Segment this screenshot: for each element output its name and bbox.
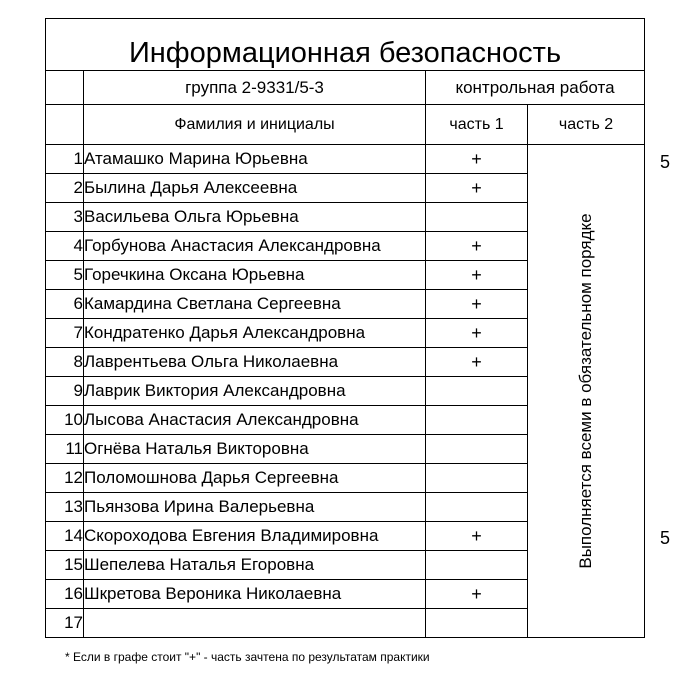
student-name: Шкретова Вероника Николаевна (84, 580, 426, 609)
row-number: 8 (46, 348, 84, 377)
part2-merged-cell (528, 145, 645, 638)
part1-mark (426, 609, 528, 638)
part1-mark: + (426, 174, 528, 203)
row-number: 12 (46, 464, 84, 493)
student-name: Шепелева Наталья Егоровна (84, 551, 426, 580)
header-blank-cell (46, 71, 84, 105)
side-mark-row-1: 5 (660, 152, 671, 172)
control-work-header: контрольная работа (426, 71, 645, 105)
part1-mark: + (426, 290, 528, 319)
row-number: 16 (46, 580, 84, 609)
row-number: 9 (46, 377, 84, 406)
footnote: * Если в графе стоит "+" - часть зачтена по результатам практики (65, 650, 430, 664)
part1-mark (426, 377, 528, 406)
student-name (84, 609, 426, 638)
part1-mark: + (426, 348, 528, 377)
row-number: 4 (46, 232, 84, 261)
student-name: Горечкина Оксана Юрьевна (84, 261, 426, 290)
side-mark-row-14: 5 (660, 528, 671, 548)
student-name: Лысова Анастасия Александровна (84, 406, 426, 435)
student-name: Поломошнова Дарья Сергеевна (84, 464, 426, 493)
row-number: 17 (46, 609, 84, 638)
student-name: Горбунова Анастасия Александровна (84, 232, 426, 261)
row-number: 7 (46, 319, 84, 348)
part1-mark: + (426, 580, 528, 609)
student-name: Лаврик Виктория Александровна (84, 377, 426, 406)
student-name: Лаврентьева Ольга Николаевна (84, 348, 426, 377)
grades-table (45, 18, 645, 638)
title-row (46, 19, 645, 71)
header-row-2 (46, 105, 645, 145)
part1-mark (426, 203, 528, 232)
part1-mark: + (426, 522, 528, 551)
row-number: 14 (46, 522, 84, 551)
row-number: 13 (46, 493, 84, 522)
part1-mark: + (426, 232, 528, 261)
student-name: Былина Дарья Алексеевна (84, 174, 426, 203)
table-row (46, 145, 645, 174)
sheet-title: Информационная безопасность (46, 19, 645, 71)
part1-column-header: часть 1 (426, 105, 528, 145)
student-name: Огнёва Наталья Викторовна (84, 435, 426, 464)
student-name: Васильева Ольга Юрьевна (84, 203, 426, 232)
row-number: 2 (46, 174, 84, 203)
part1-mark (426, 493, 528, 522)
part1-mark: + (426, 145, 528, 174)
student-name: Пьянзова Ирина Валерьевна (84, 493, 426, 522)
student-name: Скороходова Евгения Владимировна (84, 522, 426, 551)
row-number: 11 (46, 435, 84, 464)
part1-mark (426, 551, 528, 580)
group-header: группа 2-9331/5-3 (84, 71, 426, 105)
header-row-1 (46, 71, 645, 105)
row-number: 5 (46, 261, 84, 290)
name-column-header: Фамилия и инициалы (84, 105, 426, 145)
row-number: 1 (46, 145, 84, 174)
part2-column-header: часть 2 (528, 105, 645, 145)
student-name: Атамашко Марина Юрьевна (84, 145, 426, 174)
part1-mark: + (426, 319, 528, 348)
part1-mark (426, 464, 528, 493)
row-number: 10 (46, 406, 84, 435)
part1-mark (426, 406, 528, 435)
part1-mark: + (426, 261, 528, 290)
row-number: 6 (46, 290, 84, 319)
student-name: Камардина Светлана Сергеевна (84, 290, 426, 319)
header-blank-cell (46, 105, 84, 145)
row-number: 15 (46, 551, 84, 580)
student-name: Кондратенко Дарья Александровна (84, 319, 426, 348)
row-number: 3 (46, 203, 84, 232)
part1-mark (426, 435, 528, 464)
part2-note: Выполняется всеми в обязательном порядке (576, 213, 595, 569)
